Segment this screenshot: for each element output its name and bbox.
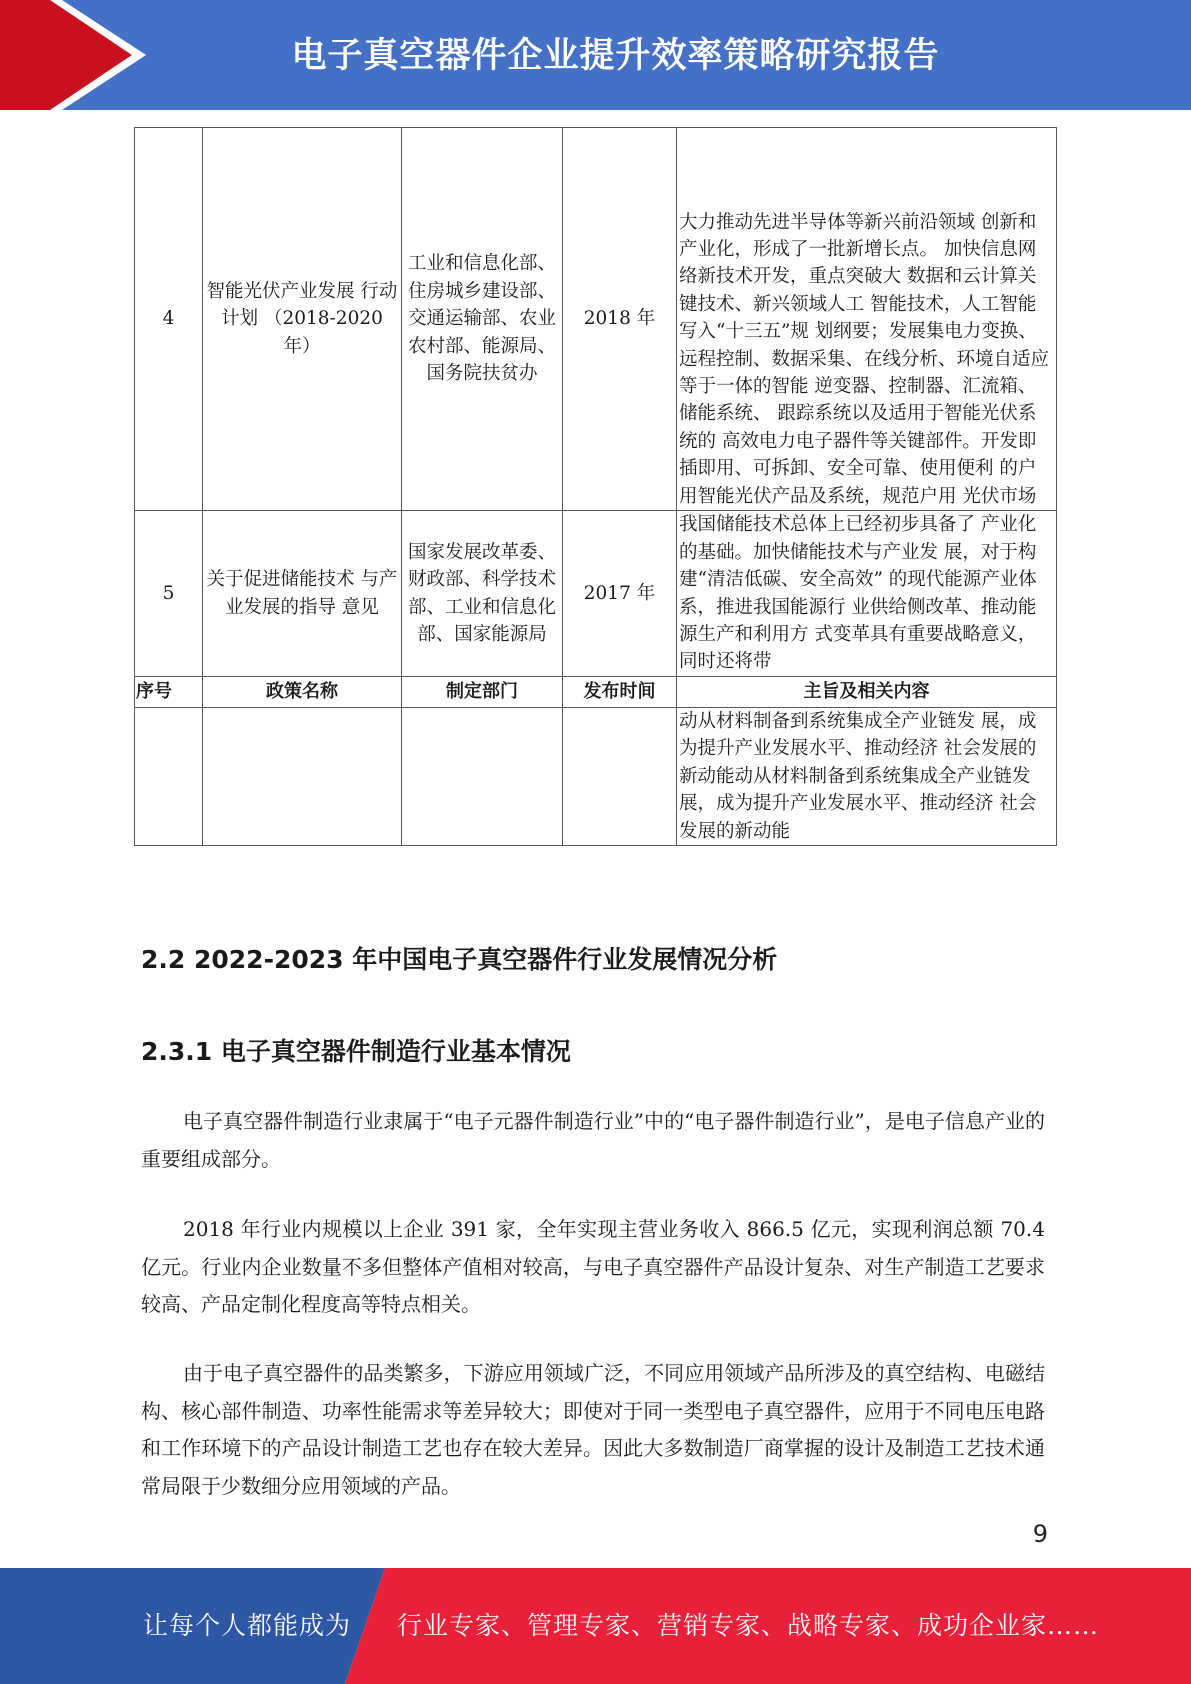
header-name: 政策名称 xyxy=(203,677,402,708)
row-index: 5 xyxy=(135,511,203,677)
header-content: 主旨及相关内容 xyxy=(677,677,1057,708)
policy-name xyxy=(203,708,402,846)
row-index xyxy=(135,708,203,846)
table-header-row xyxy=(135,677,1057,708)
policy-date: 2017 年 xyxy=(563,511,677,677)
table-row xyxy=(135,511,1057,677)
header-department: 制定部门 xyxy=(402,677,563,708)
header-index: 序号 xyxy=(135,677,203,708)
policy-content: 大力推动先进半导体等新兴前沿领域 创新和产业化，形成了一批新增长点。 加快信息网络新技术开发，重点突破大 数据和云计算关键技术、新兴领域人工 智能技术，人工智能写入“十三五”规 划纲要；发展集电力变换、远程控制、数据采集、在线分析、环境自适应等于一体的智能 逆变器、控制器、汇流箱、储能系统、 跟踪系统以及适用于智能光伏系统的 高效电力电子器件等关键部件。开发即 插即用、可拆卸、安全可靠、使用便利 的户用智能光伏产品及系统，规范户用 光伏市场 xyxy=(677,128,1057,511)
footer-slogan-left: 让每个人都能成为 xyxy=(143,1611,352,1640)
policy-department xyxy=(402,708,563,846)
footer-banner xyxy=(0,1568,1191,1684)
header-date: 发布时间 xyxy=(563,677,677,708)
row-index: 4 xyxy=(135,128,203,511)
policy-date xyxy=(563,708,677,846)
policy-name: 关于促进储能技术 与产业发展的指导 意见 xyxy=(203,511,402,677)
policy-name: 智能光伏产业发展 行动计划 （2018-2020 年） xyxy=(203,128,402,511)
body-paragraph: 2018 年行业内规模以上企业 391 家，全年实现主营业务收入 866.5 亿元，实现利润总额 70.4 亿元。行业内企业数量不多但整体产值相对较高，与电子真空器件产品设计复杂、对生产制造工艺要求较高、产品定制化程度高等特点相关。 xyxy=(141,1217,1045,1316)
table-row xyxy=(135,128,1057,511)
policy-date: 2018 年 xyxy=(563,128,677,511)
policy-department: 国家发展改革委、财政部、科学技术部、工业和信息化部、国家能源局 xyxy=(402,511,563,677)
policy-content: 动从材料制备到系统集成全产业链发 展，成为提升产业发展水平、推动经济 社会发展的新动能动从材料制备到系统集成全产业链发 展，成为提升产业发展水平、推动经济 社会发展的新动能 xyxy=(677,708,1057,846)
report-title: 电子真空器件企业提升效率策略研究报告 xyxy=(291,36,940,76)
page-number: 9 xyxy=(1032,1520,1048,1548)
body-paragraph: 由于电子真空器件的品类繁多，下游应用领域广泛，不同应用领域产品所涉及的真空结构、电磁结构、核心部件制造、功率性能需求等差异较大；即使对于同一类型电子真空器件，应用于不同电压电路和工作环境下的产品设计制造工艺也存在较大差异。因此大多数制造厂商掌握的设计及制造工艺技术通常局限于少数细分应用领域的产品。 xyxy=(141,1361,1045,1498)
policy-table xyxy=(134,127,1057,846)
table-row xyxy=(135,708,1057,846)
section-heading: 2.2 2022-2023 年中国电子真空器件行业发展情况分析 xyxy=(141,945,778,974)
policy-department: 工业和信息化部、住房城乡建设部、交通运输部、农业农村部、能源局、国务院扶贫办 xyxy=(402,128,563,511)
subsection-heading: 2.3.1 电子真空器件制造行业基本情况 xyxy=(141,1037,571,1066)
policy-content: 我国储能技术总体上已经初步具备了 产业化的基础。加快储能技术与产业发 展，对于构建“清洁低碳、安全高效” 的现代能源产业体系，推进我国能源行 业供给侧改革、推动能源生产和利用方 式变革具有重要战略意义，同时还将带 xyxy=(677,511,1057,677)
header-banner xyxy=(0,0,1191,110)
body-paragraph: 电子真空器件制造行业隶属于“电子元器件制造行业”中的“电子器件制造行业”，是电子信息产业的重要组成部分。 xyxy=(141,1109,1045,1171)
footer-slogan-right: 行业专家、管理专家、营销专家、战略专家、成功企业家…… xyxy=(397,1611,1100,1640)
